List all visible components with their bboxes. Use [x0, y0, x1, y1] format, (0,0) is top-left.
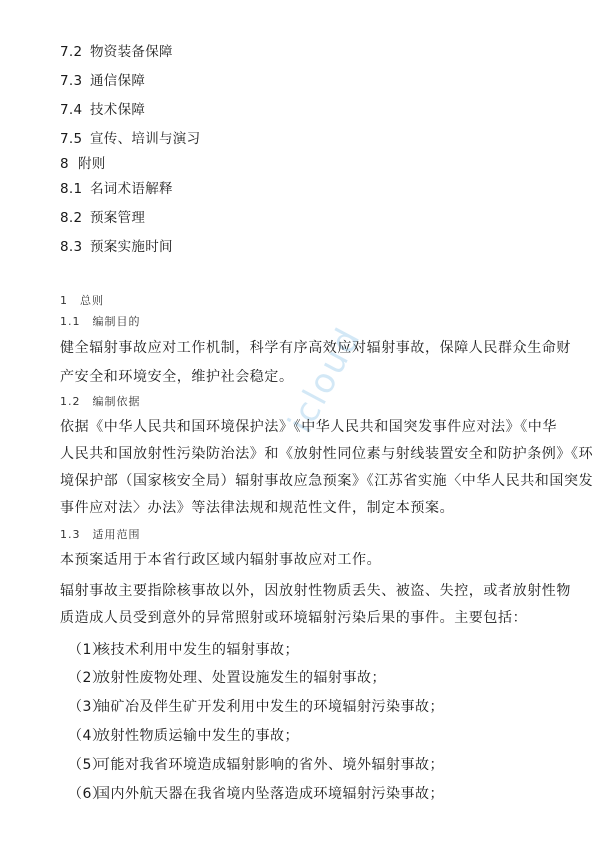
paragraph-line: 境保护部（国家核安全局）辐射事故应急预案》《江苏省实施〈中华人民共和国突发: [60, 473, 594, 489]
paragraph-line: 人民共和国放射性污染防治法》和《放射性同位素与射线装置安全和防护条例》《环: [60, 446, 594, 462]
heading-scope: 1.3 适用范围: [60, 528, 141, 541]
paragraph-line: 产安全和环境安全，维护社会稳定。: [60, 369, 294, 385]
paragraph-line: 事件应对法〉办法》等法律法规和规范性文件，制定本预案。: [60, 500, 455, 516]
toc-item: 8 附则: [60, 156, 106, 172]
list-item: （4）放射性物质运输中发生的事故；: [68, 728, 299, 744]
list-item: （5）可能对我省环境造成辐射影响的省外、境外辐射事故；: [68, 757, 444, 773]
toc-item: 8.1 名词术语解释: [60, 181, 173, 197]
paragraph-line: 本预案适用于本省行政区域内辐射事故应对工作。: [60, 552, 382, 568]
toc-item: 7.5 宣传、培训与演习: [60, 131, 201, 147]
paragraph-line: 依据《中华人民共和国环境保护法》《中华人民共和国突发事件应对法》《中华: [60, 419, 557, 435]
toc-item: 7.2 物资装备保障: [60, 44, 173, 60]
toc-item: 7.4 技术保障: [60, 102, 146, 118]
paragraph-line: 质造成人员受到意外的异常照射或环境辐射污染后果的事件。主要包括：: [60, 610, 528, 626]
list-item: （1）核技术利用中发生的辐射事故；: [68, 642, 299, 658]
heading-general: 1 总则: [60, 294, 104, 307]
paragraph-line: 辐射事故主要指除核事故以外，因放射性物质丢失、被盗、失控，或者放射性物: [60, 583, 571, 599]
heading-basis: 1.2 编制依据: [60, 395, 141, 408]
heading-purpose: 1.1 编制目的: [60, 315, 141, 328]
toc-item: 8.3 预案实施时间: [60, 239, 173, 255]
list-item: （6）国内外航天器在我省境内坠落造成环境辐射污染事故；: [68, 786, 444, 802]
toc-item: 7.3 通信保障: [60, 73, 146, 89]
watermark-logo: icloud: [280, 320, 370, 440]
list-item: （3）铀矿冶及伴生矿开发利用中发生的环境辐射污染事故；: [68, 699, 444, 715]
list-item: （2）放射性废物处理、处置设施发生的辐射事故；: [68, 670, 386, 686]
paragraph-line: 健全辐射事故应对工作机制，科学有序高效应对辐射事故，保障人民群众生命财: [60, 340, 571, 356]
toc-item: 8.2 预案管理: [60, 210, 146, 226]
